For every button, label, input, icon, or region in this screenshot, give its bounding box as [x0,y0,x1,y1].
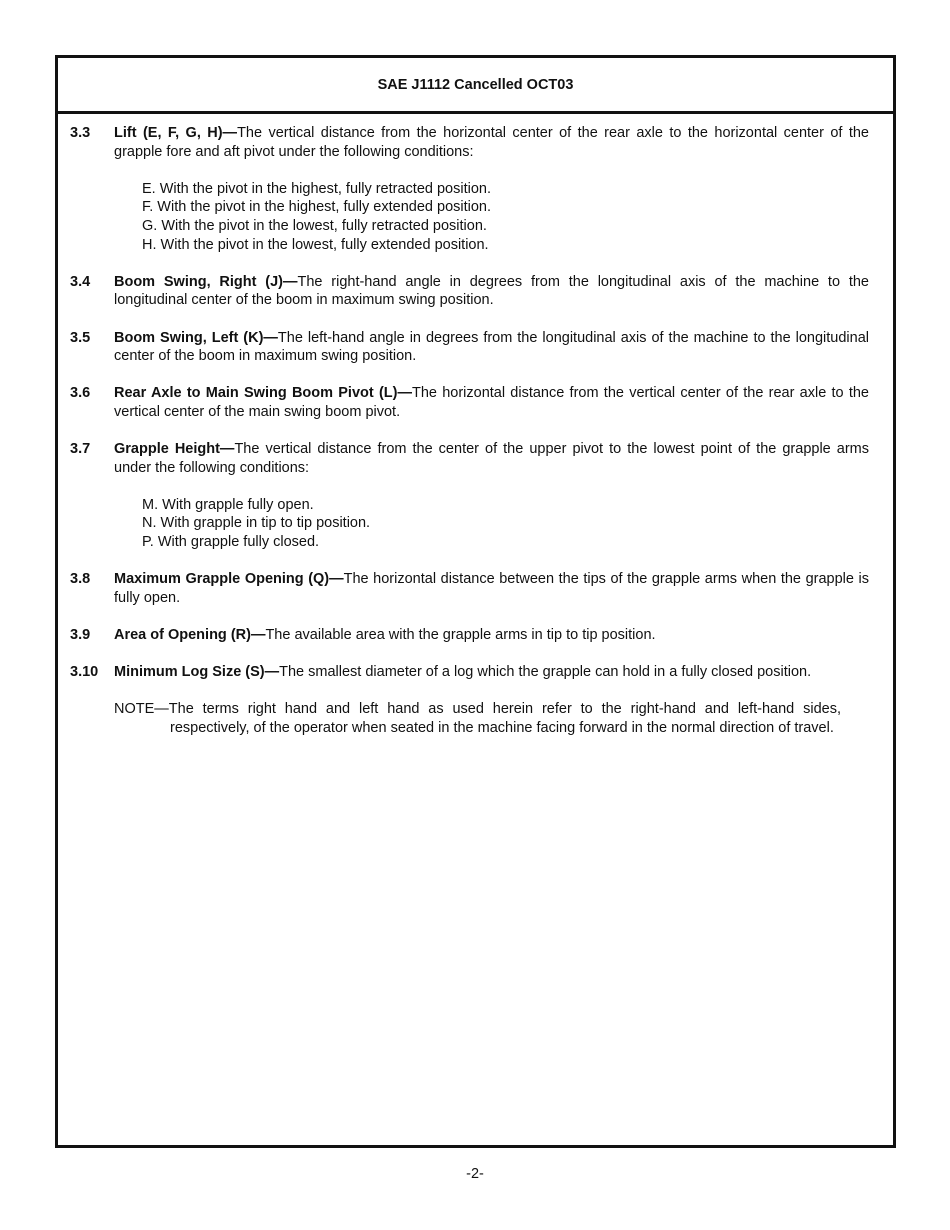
page-frame [55,55,896,1148]
section-term: Minimum Log Size (S)— [114,664,280,681]
section-number: 3.9 [70,627,91,644]
section-text: The available area with the grapple arms in tip to tip position. [265,627,656,644]
section-3-5 [70,329,869,366]
section-text: The vertical distance from the horizontal center of the rear axle to the horizontal center of the grapple fore and aft pivot under the following conditions: [114,125,869,160]
section-3-9 [70,626,869,645]
section-text: The horizontal distance from the vertical center of the rear axle to the vertical center of the main swing boom pivot. [114,385,869,420]
list-item: M. With grapple fully open. [142,496,314,513]
condition-list [142,180,869,254]
section-3-8 [70,570,869,607]
section-text: The right-hand angle in degrees from the longitudinal axis of the machine to the longitudinal center of the boom in maximum swing position. [114,273,869,309]
section-number: 3.6 [70,385,91,402]
section-text: The smallest diameter of a log which the grapple can hold in a fully closed position. [279,664,812,681]
page-number: -2- [466,1166,484,1182]
section-term: Area of Opening (R)— [114,627,266,644]
section-number: 3.3 [70,125,91,141]
section-number: 3.8 [70,571,91,588]
section-term: Rear Axle to Main Swing Boom Pivot (L)— [114,385,412,402]
section-term: Boom Swing, Right (J)— [114,273,298,290]
document-body [58,114,893,738]
list-item: N. With grapple in tip to tip position. [142,515,371,532]
list-item: E. With the pivot in the highest, fully retracted position. [142,180,491,197]
note-paragraph: NOTE—The terms right hand and left hand as used herein refer to the right-hand and left-hand sides, respectively, of the operator when seated in the machine facing forward in the normal direction of travel. [114,701,841,736]
section-number: 3.5 [70,329,91,346]
list-item: P. With grapple fully closed. [142,534,320,551]
section-text: The vertical distance from the center of the upper pivot to the lowest point of the grapple arms under the following conditions: [114,441,869,476]
section-3-6 [70,384,869,421]
list-item: F. With the pivot in the highest, fully extended position. [142,199,492,216]
section-3-4 [70,273,869,310]
list-item: H. With the pivot in the lowest, fully extended position. [142,236,489,253]
condition-list [142,496,869,552]
section-number: 3.4 [70,273,91,290]
section-term: Boom Swing, Left (K)— [114,329,278,346]
section-term: Maximum Grapple Opening (Q)— [114,571,344,588]
section-number: 3.10 [70,664,99,681]
section-number: 3.7 [70,441,91,458]
document-header [58,58,893,114]
section-term: Lift (E, F, G, H)— [114,125,238,141]
document-title: SAE J1112 Cancelled OCT03 [377,76,574,93]
section-3-10 [70,663,869,682]
list-item: G. With the pivot in the lowest, fully retracted position. [142,217,487,234]
section-3-7 [70,440,869,552]
section-3-3 [70,124,869,254]
section-text: The left-hand angle in degrees from the longitudinal axis of the machine to the longitudinal center of the boom in maximum swing position. [114,329,869,365]
section-term: Grapple Height— [114,441,235,458]
section-text: The horizontal distance between the tips of the grapple arms when the grapple is fully open. [114,571,869,606]
